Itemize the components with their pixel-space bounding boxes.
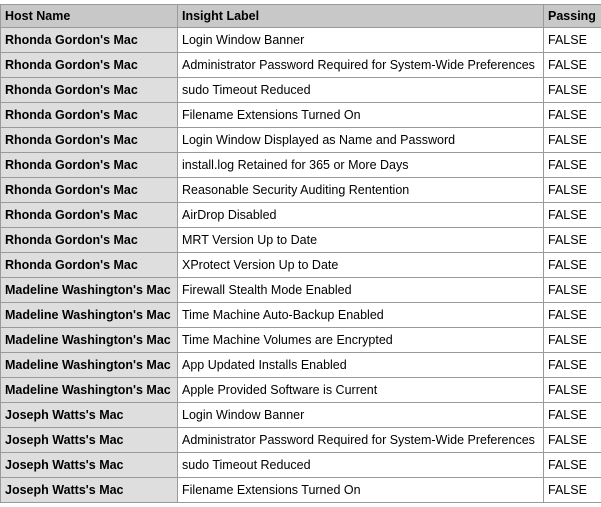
table-row	[1, 228, 601, 253]
passing-cell: FALSE	[544, 253, 601, 278]
table-row	[1, 403, 601, 428]
insight-label-cell: XProtect Version Up to Date	[178, 253, 544, 278]
host-name-cell: Joseph Watts's Mac	[1, 453, 178, 478]
passing-cell: FALSE	[544, 303, 601, 328]
host-name-cell: Madeline Washington's Mac	[1, 303, 178, 328]
host-name-cell: Rhonda Gordon's Mac	[1, 53, 178, 78]
passing-cell: FALSE	[544, 403, 601, 428]
passing-cell: FALSE	[544, 378, 601, 403]
header-insight-label: Insight Label	[178, 5, 544, 28]
insight-label-cell: Apple Provided Software is Current	[178, 378, 544, 403]
host-name-cell: Rhonda Gordon's Mac	[1, 128, 178, 153]
insight-label-cell: Firewall Stealth Mode Enabled	[178, 278, 544, 303]
host-name-cell: Rhonda Gordon's Mac	[1, 228, 178, 253]
host-name-cell: Rhonda Gordon's Mac	[1, 103, 178, 128]
host-name-cell: Madeline Washington's Mac	[1, 328, 178, 353]
passing-cell: FALSE	[544, 128, 601, 153]
insight-label-cell: install.log Retained for 365 or More Days	[178, 153, 544, 178]
insight-label-cell: Login Window Banner	[178, 403, 544, 428]
host-name-cell: Rhonda Gordon's Mac	[1, 178, 178, 203]
table-row	[1, 278, 601, 303]
table-row	[1, 103, 601, 128]
table-row	[1, 178, 601, 203]
insight-label-cell: Login Window Displayed as Name and Password	[178, 128, 544, 153]
table-row	[1, 53, 601, 78]
passing-cell: FALSE	[544, 353, 601, 378]
passing-cell: FALSE	[544, 153, 601, 178]
table-row	[1, 153, 601, 178]
insight-label-cell: Filename Extensions Turned On	[178, 103, 544, 128]
passing-cell: FALSE	[544, 278, 601, 303]
header-row	[1, 5, 601, 28]
table-row	[1, 353, 601, 378]
passing-cell: FALSE	[544, 328, 601, 353]
passing-cell: FALSE	[544, 228, 601, 253]
passing-cell: FALSE	[544, 103, 601, 128]
insight-label-cell: sudo Timeout Reduced	[178, 453, 544, 478]
host-name-cell: Joseph Watts's Mac	[1, 478, 178, 503]
host-name-cell: Madeline Washington's Mac	[1, 278, 178, 303]
passing-cell: FALSE	[544, 453, 601, 478]
insight-label-cell: sudo Timeout Reduced	[178, 78, 544, 103]
insight-label-cell: Time Machine Auto-Backup Enabled	[178, 303, 544, 328]
insight-label-cell: Reasonable Security Auditing Rentention	[178, 178, 544, 203]
passing-cell: FALSE	[544, 28, 601, 53]
host-name-cell: Madeline Washington's Mac	[1, 378, 178, 403]
passing-cell: FALSE	[544, 428, 601, 453]
insight-label-cell: MRT Version Up to Date	[178, 228, 544, 253]
host-name-cell: Rhonda Gordon's Mac	[1, 253, 178, 278]
table-row	[1, 453, 601, 478]
host-name-cell: Madeline Washington's Mac	[1, 353, 178, 378]
table-row	[1, 203, 601, 228]
insight-label-cell: Administrator Password Required for System-Wide Preferences	[178, 428, 544, 453]
passing-cell: FALSE	[544, 203, 601, 228]
table-row	[1, 253, 601, 278]
insight-label-cell: Time Machine Volumes are Encrypted	[178, 328, 544, 353]
host-name-cell: Joseph Watts's Mac	[1, 403, 178, 428]
table-row	[1, 378, 601, 403]
table-row	[1, 303, 601, 328]
insights-table	[0, 4, 601, 503]
host-name-cell: Joseph Watts's Mac	[1, 428, 178, 453]
table-row	[1, 28, 601, 53]
insight-label-cell: App Updated Installs Enabled	[178, 353, 544, 378]
host-name-cell: Rhonda Gordon's Mac	[1, 78, 178, 103]
header-host-name: Host Name	[1, 5, 178, 28]
insight-label-cell: Administrator Password Required for System-Wide Preferences	[178, 53, 544, 78]
insight-label-cell: Login Window Banner	[178, 28, 544, 53]
passing-cell: FALSE	[544, 53, 601, 78]
insight-label-cell: Filename Extensions Turned On	[178, 478, 544, 503]
table-row	[1, 478, 601, 503]
header-passing: Passing	[544, 5, 601, 28]
table-row	[1, 428, 601, 453]
insight-label-cell: AirDrop Disabled	[178, 203, 544, 228]
table-row	[1, 78, 601, 103]
table-row	[1, 128, 601, 153]
host-name-cell: Rhonda Gordon's Mac	[1, 28, 178, 53]
passing-cell: FALSE	[544, 178, 601, 203]
passing-cell: FALSE	[544, 78, 601, 103]
table-row	[1, 328, 601, 353]
table-body	[1, 28, 601, 503]
host-name-cell: Rhonda Gordon's Mac	[1, 153, 178, 178]
host-name-cell: Rhonda Gordon's Mac	[1, 203, 178, 228]
passing-cell: FALSE	[544, 478, 601, 503]
